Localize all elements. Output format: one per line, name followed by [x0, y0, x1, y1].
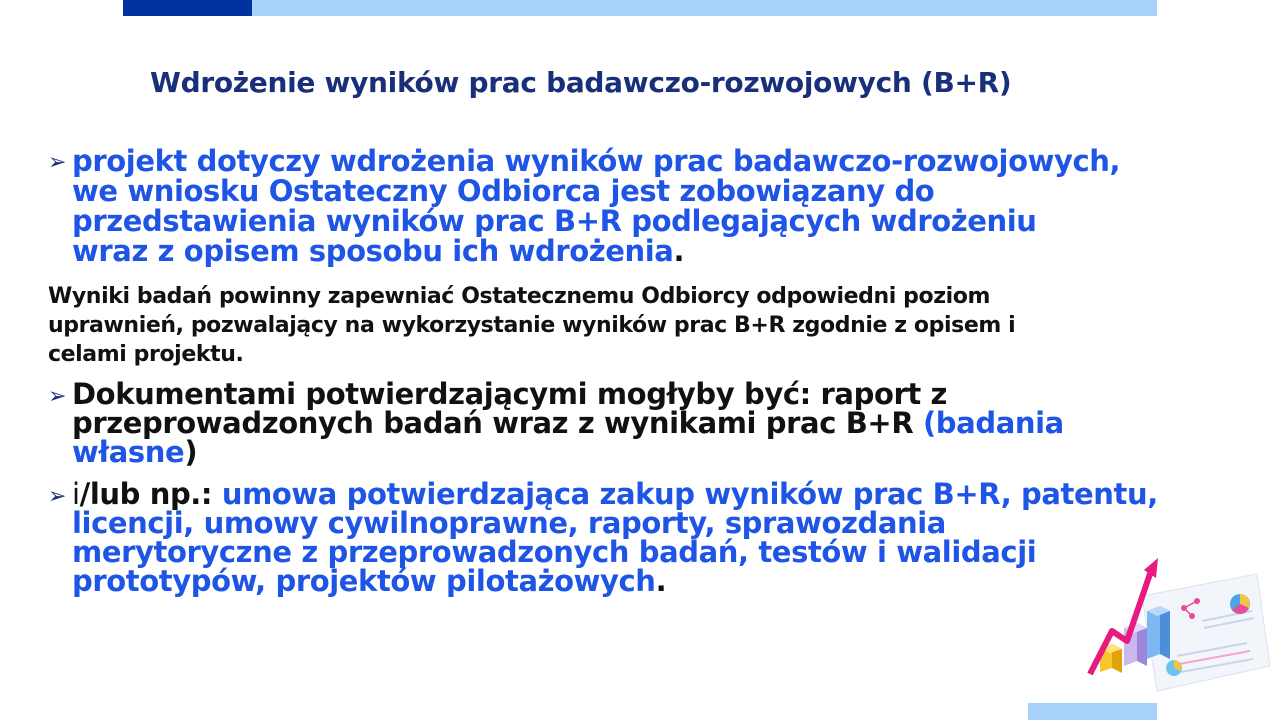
bullet2-line2-blue: (badania	[922, 406, 1064, 440]
arrow-bullet-icon: ➢	[48, 384, 67, 409]
bullet3-line4-text: prototypów, projektów pilotażowych	[72, 564, 656, 598]
bullet2-line3-end: )	[184, 435, 198, 469]
bullet3-line1	[72, 477, 1168, 511]
slide-title: Wdrożenie wyników prac badawczo-rozwojowych (B+R)	[150, 66, 1012, 99]
bullet1-line4-text: wraz z opisem sposobu ich wdrożenia	[72, 234, 674, 268]
bullet3-line3: merytoryczne z przeprowadzonych badań, testów i walidacji	[72, 535, 1037, 569]
paragraph-line3: celami projektu.	[48, 342, 244, 367]
bullet1-line3: przedstawienia wyników prac B+R podlegających wdrożeniu	[72, 204, 1037, 238]
growth-chart-illustration	[1082, 556, 1272, 706]
bullet3-line1-text: umowa potwierdzająca zakup wyników prac B+R, patentu,	[221, 477, 1158, 511]
bullet3-end: .	[655, 564, 667, 598]
bullet2-line2-text: przeprowadzonych badań wraz z wynikami prac B+R	[72, 406, 923, 440]
bullet-documents	[48, 377, 1168, 469]
bullet2-line3	[72, 435, 1168, 469]
bullet3-prefix-i: i	[72, 477, 80, 511]
bullet1-end: .	[673, 234, 685, 268]
paragraph-line1: Wyniki badań powinny zapewniać Ostatecznemu Odbiorcy odpowiedni poziom	[48, 284, 990, 309]
top-accent-bar-dark	[123, 0, 252, 16]
arrow-bullet-icon: ➢	[48, 150, 67, 175]
bullet2-line1: Dokumentami potwierdzającymi mogłyby być: raport z	[72, 377, 948, 411]
bullet1-line1: projekt dotyczy wdrożenia wyników prac badawczo-rozwojowych,	[72, 144, 1121, 178]
bullet-examples	[48, 477, 1168, 598]
top-accent-bar-light	[252, 0, 1157, 16]
bullet-project-implementation	[48, 146, 1168, 266]
bullet1-line4	[72, 236, 1168, 266]
paragraph-line2: uprawnień, pozwalający na wykorzystanie wyników prac B+R zgodnie z opisem i	[48, 313, 1016, 338]
arrow-bullet-icon: ➢	[48, 484, 67, 509]
bullet3-line2: licencji, umowy cywilnoprawne, raporty, sprawozdania	[72, 506, 946, 540]
bullet2-line2	[72, 406, 1168, 440]
bullet3-prefix: /lub np.:	[79, 477, 222, 511]
results-paragraph	[48, 282, 1148, 369]
bullet2-line3-blue: własne	[72, 435, 185, 469]
bullet1-line2: we wniosku Ostateczny Odbiorca jest zobowiązany do	[72, 174, 935, 208]
bullet3-line4	[72, 564, 1168, 598]
